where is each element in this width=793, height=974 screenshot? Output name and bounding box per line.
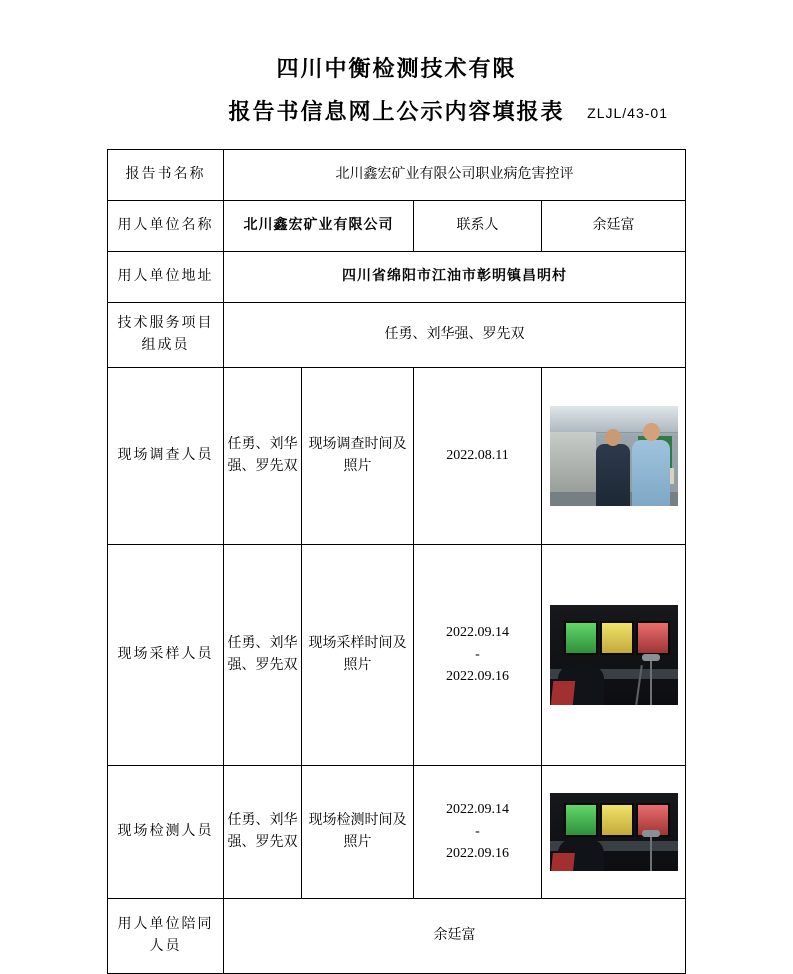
table-row-site-sampling <box>108 545 686 766</box>
label-accompanying-staff: 用人单位陪同人员 <box>108 899 224 974</box>
photo-person-left <box>596 444 630 506</box>
label-employer-name: 用人单位名称 <box>108 201 224 252</box>
value-site-survey-date: 2022.08.11 <box>414 368 542 545</box>
label-employer-address: 用人单位地址 <box>108 252 224 303</box>
label-site-sampling-time: 现场采样时间及照片 <box>302 545 414 766</box>
photo-monitor-2 <box>600 803 634 837</box>
photo-monitor-3 <box>636 621 670 655</box>
label-site-sampling-staff: 现场采样人员 <box>108 545 224 766</box>
table-row-accompanying <box>108 899 686 974</box>
table-row-report-name <box>108 150 686 201</box>
site-sampling-date-sep: - <box>475 647 480 663</box>
value-contact-person: 余廷富 <box>542 201 686 252</box>
value-employer-address: 四川省绵阳市江油市彰明镇昌明村 <box>224 252 686 303</box>
value-report-name: 北川鑫宏矿业有限公司职业病危害控评 <box>224 150 686 201</box>
value-site-sampling-date <box>414 545 542 766</box>
label-site-survey-time: 现场调查时间及照片 <box>302 368 414 545</box>
site-survey-photo <box>542 368 686 545</box>
photo-monitor-1 <box>564 803 598 837</box>
table-row-site-testing <box>108 766 686 899</box>
site-testing-date-start: 2022.09.14 <box>446 802 509 818</box>
table-row-project-team <box>108 303 686 368</box>
photo-person-right <box>632 440 670 506</box>
value-site-testing-members: 任勇、刘华强、罗先双 <box>224 766 302 899</box>
photo-red-jacket <box>550 681 575 705</box>
value-site-survey-members: 任勇、刘华强、罗先双 <box>224 368 302 545</box>
label-site-testing-time: 现场检测时间及照片 <box>302 766 414 899</box>
site-sampling-photo-image <box>550 605 678 705</box>
site-sampling-photo <box>542 545 686 766</box>
document-subtitle-row <box>0 97 793 131</box>
site-testing-date-end: 2022.09.16 <box>446 845 509 861</box>
photo-monitor-2 <box>600 621 634 655</box>
photo-tripod <box>650 659 652 705</box>
photo-red-jacket <box>551 853 575 871</box>
label-project-team: 技术服务项目组成员 <box>108 303 224 368</box>
label-site-testing-staff: 现场检测人员 <box>108 766 224 899</box>
document-title-line-1: 四川中衡检测技术有限 <box>276 56 517 81</box>
value-employer-name: 北川鑫宏矿业有限公司 <box>224 201 414 252</box>
photo-monitor-1 <box>564 621 598 655</box>
label-contact-person: 联系人 <box>414 201 542 252</box>
photo-tripod <box>650 835 652 871</box>
table-row-site-survey <box>108 368 686 545</box>
photo-sampler-head <box>642 830 660 837</box>
site-survey-photo-image <box>550 406 678 506</box>
site-testing-photo-image <box>550 793 678 871</box>
value-site-sampling-members: 任勇、刘华强、罗先双 <box>224 545 302 766</box>
value-accompanying-staff: 余廷富 <box>224 899 686 974</box>
label-report-name: 报告书名称 <box>108 150 224 201</box>
form-code: ZLJL/43-01 <box>587 105 668 121</box>
label-site-survey-staff: 现场调查人员 <box>108 368 224 545</box>
site-sampling-date-end: 2022.09.16 <box>446 668 509 684</box>
site-testing-date-sep: - <box>475 824 480 840</box>
document-title-line-2: 报告书信息网上公示内容填报表 <box>228 99 565 124</box>
site-testing-photo <box>542 766 686 899</box>
table-row-employer-address <box>108 252 686 303</box>
site-sampling-date-start: 2022.09.14 <box>446 625 509 641</box>
report-info-table <box>107 149 686 974</box>
value-project-team: 任勇、刘华强、罗先双 <box>224 303 686 368</box>
photo-sampler-head <box>642 654 660 661</box>
value-site-testing-date <box>414 766 542 899</box>
table-row-employer-name <box>108 201 686 252</box>
